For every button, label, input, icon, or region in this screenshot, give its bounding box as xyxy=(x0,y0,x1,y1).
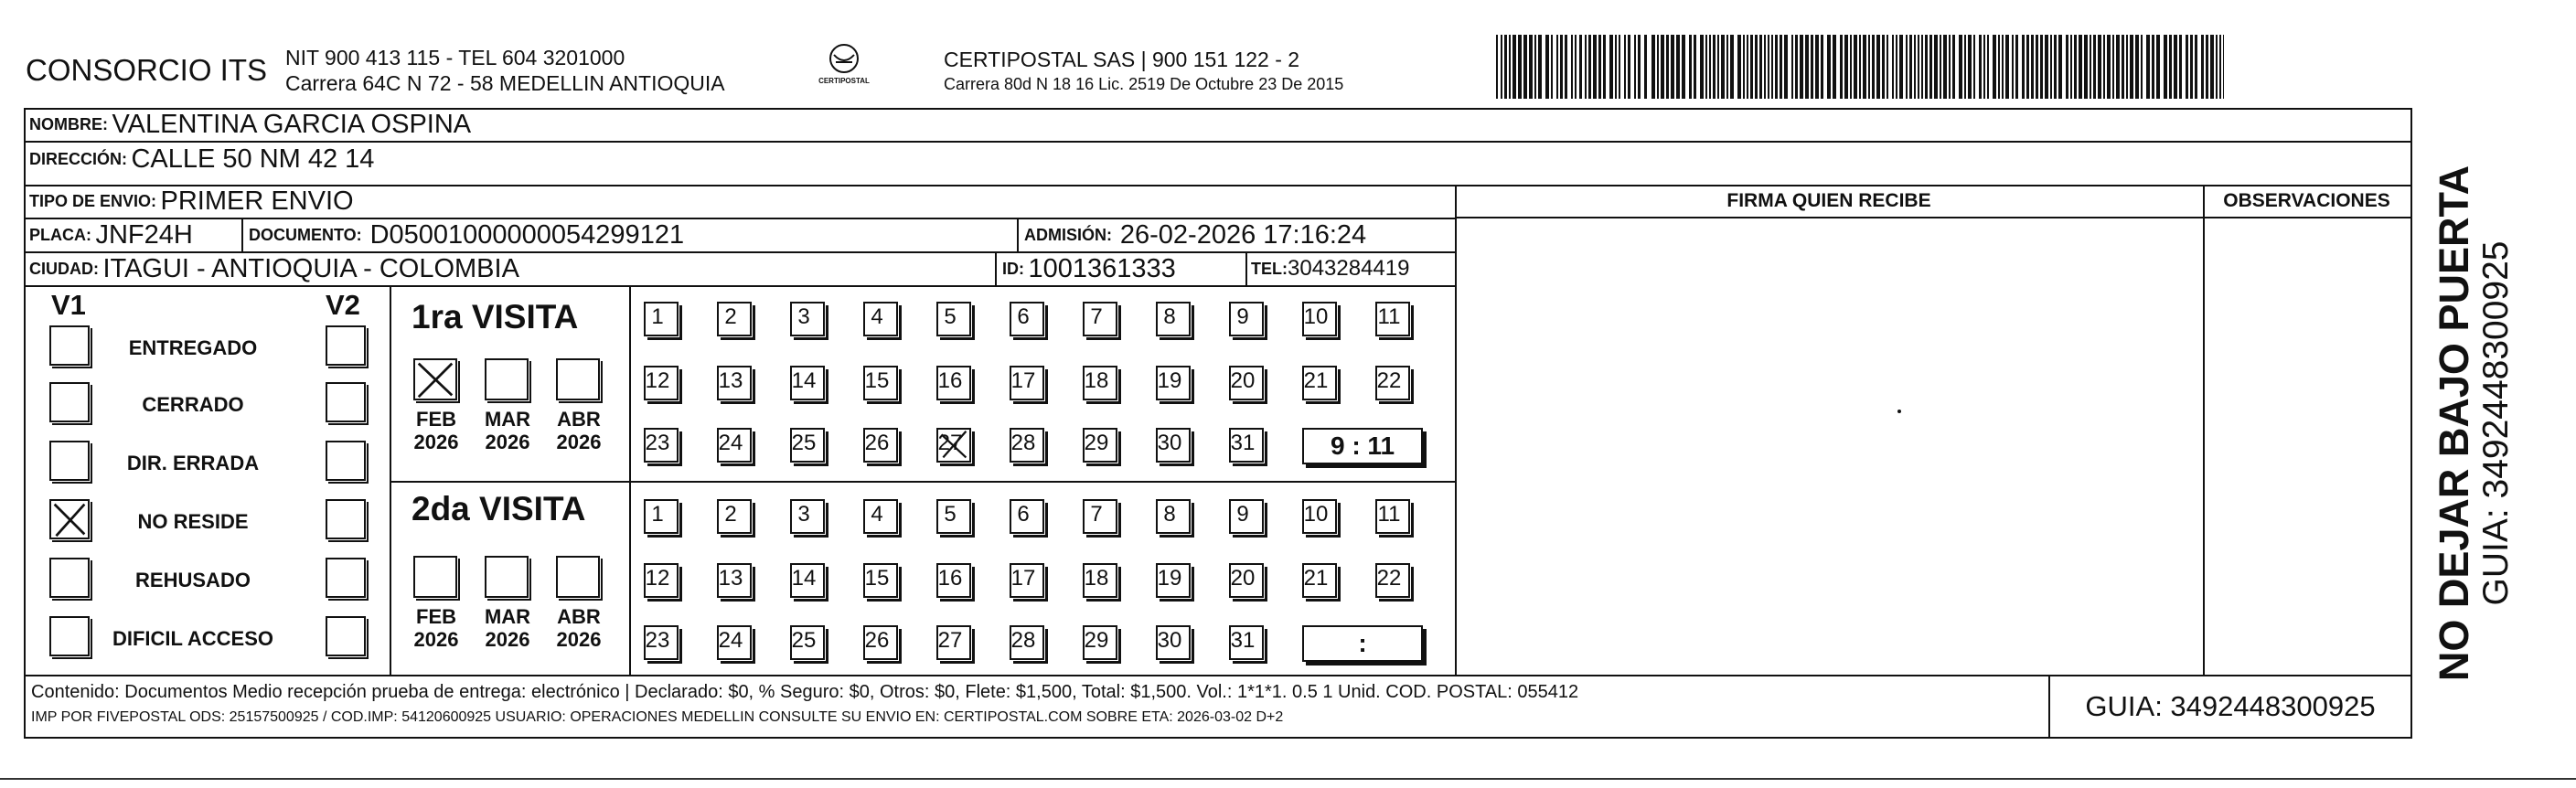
company-nit: NIT 900 413 115 - TEL 604 3201000 xyxy=(285,46,625,69)
day-box[interactable] xyxy=(1083,428,1117,463)
v2-checkbox[interactable] xyxy=(326,616,366,656)
day-number: 21 xyxy=(1303,368,1329,393)
status-option-label: DIFICIL ACCESO xyxy=(112,627,273,650)
row-direccion xyxy=(24,143,2410,176)
observaciones-area[interactable] xyxy=(2207,219,2409,673)
day-number: 3 xyxy=(797,304,810,329)
day-number: 19 xyxy=(1157,368,1182,393)
side-notice-title: NO DEJAR BAJO PUERTA xyxy=(2431,165,2477,682)
side-notice-guia: GUIA: 3492448300925 xyxy=(2476,240,2516,606)
day-box[interactable] xyxy=(1010,302,1044,336)
carrier-name: CERTIPOSTAL SAS | 900 151 122 - 2 xyxy=(944,48,1300,71)
month-label xyxy=(404,605,468,651)
tel-value: 3043284419 xyxy=(1288,256,1410,281)
day-number: 17 xyxy=(1010,566,1036,591)
admision-value: 26-02-2026 17:16:24 xyxy=(1119,219,1367,250)
visit-1-title: 1ra VISITA xyxy=(412,298,579,335)
month-name: MAR xyxy=(484,605,531,628)
day-box[interactable] xyxy=(1083,625,1117,660)
nombre-label: NOMBRE: xyxy=(29,114,108,133)
day-number: 31 xyxy=(1230,628,1256,653)
company-name: CONSORCIO ITS xyxy=(26,53,268,87)
status-option-label: ENTREGADO xyxy=(128,336,258,359)
day-number: 21 xyxy=(1303,566,1329,591)
month-label xyxy=(404,408,468,453)
month-year: 2026 xyxy=(556,431,602,453)
day-number: 2 xyxy=(724,502,737,527)
month-name: ABR xyxy=(557,408,601,431)
day-number: 22 xyxy=(1376,368,1402,393)
day-number: 28 xyxy=(1010,628,1036,653)
day-box[interactable] xyxy=(863,563,898,598)
v2-label: V2 xyxy=(326,289,360,321)
month-checkbox[interactable] xyxy=(556,358,600,400)
ciudad-value: ITAGUI - ANTIOQUIA - COLOMBIA xyxy=(102,253,519,283)
day-number: 5 xyxy=(944,502,957,527)
cut-line xyxy=(0,778,2576,780)
signature-area[interactable] xyxy=(1460,219,2199,673)
day-box[interactable] xyxy=(1010,625,1044,660)
day-box[interactable] xyxy=(1229,302,1264,336)
day-box[interactable] xyxy=(1156,302,1191,336)
day-box[interactable] xyxy=(717,499,752,534)
tel-label: TEL: xyxy=(1251,259,1288,278)
day-number: 13 xyxy=(718,368,743,393)
day-number: 5 xyxy=(944,304,957,329)
day-box[interactable] xyxy=(1156,625,1191,660)
day-box[interactable] xyxy=(644,366,679,400)
day-box[interactable] xyxy=(644,302,679,336)
day-box[interactable] xyxy=(936,563,971,598)
day-number: 25 xyxy=(791,628,817,653)
day-number: 12 xyxy=(645,368,670,393)
firma-header: FIRMA QUIEN RECIBE xyxy=(1726,190,1931,211)
day-box[interactable] xyxy=(1375,563,1410,598)
day-number: 29 xyxy=(1084,431,1109,455)
day-box[interactable] xyxy=(1229,366,1264,400)
month-name: FEB xyxy=(416,605,456,628)
documento-field xyxy=(249,218,684,251)
day-number: 8 xyxy=(1163,304,1176,329)
day-number: 4 xyxy=(871,304,883,329)
divider xyxy=(1017,218,1019,251)
divider xyxy=(995,252,997,285)
ink-dot xyxy=(1897,410,1901,413)
day-number: 24 xyxy=(718,628,743,653)
row-ciudad xyxy=(24,252,1455,285)
day-number: 20 xyxy=(1230,368,1256,393)
day-box[interactable] xyxy=(1302,366,1337,400)
row-nombre xyxy=(24,108,2410,141)
day-number: 28 xyxy=(1010,431,1036,455)
day-box[interactable] xyxy=(1302,499,1337,534)
barcode xyxy=(1496,35,2224,99)
day-number: 19 xyxy=(1157,566,1182,591)
tel-field xyxy=(1251,252,1409,285)
day-number: 14 xyxy=(791,566,817,591)
day-number: 7 xyxy=(1090,304,1103,329)
v2-checkbox[interactable] xyxy=(326,558,366,598)
v2-checkbox[interactable] xyxy=(326,325,366,366)
day-box[interactable] xyxy=(790,366,825,400)
day-box[interactable] xyxy=(1010,499,1044,534)
day-number: 30 xyxy=(1157,628,1182,653)
status-option-label: DIR. ERRADA xyxy=(126,452,260,474)
day-box[interactable] xyxy=(936,625,971,660)
day-box[interactable] xyxy=(644,625,679,660)
day-number: 4 xyxy=(871,502,883,527)
month-checkbox[interactable] xyxy=(413,556,457,598)
day-box[interactable] xyxy=(1229,563,1264,598)
day-number: 15 xyxy=(864,566,890,591)
logo-text: CERTIPOSTAL xyxy=(818,77,870,85)
v1-checkbox[interactable] xyxy=(49,382,90,422)
day-box[interactable] xyxy=(644,563,679,598)
day-box[interactable] xyxy=(717,428,752,463)
footer-content: Contenido: Documentos Medio recepción prueba de entrega: electrónico | Declarado: $0, % Seguro: $0, Otros: $0, Flete: $1,500, Total: $1,500. Vol.: 1*1*1. 0.5 1 Unid. COD. POSTAL: 055412 xyxy=(31,682,1579,702)
month-label xyxy=(547,605,611,651)
day-number: 27 xyxy=(937,628,963,653)
direccion-value: CALLE 50 NM 42 14 xyxy=(131,144,375,174)
day-number: 10 xyxy=(1303,502,1329,527)
day-box[interactable] xyxy=(790,563,825,598)
visit-1-panel xyxy=(391,285,1455,481)
v2-checkbox[interactable] xyxy=(326,382,366,422)
tipo-label: TIPO DE ENVIO: xyxy=(29,191,157,210)
month-label xyxy=(476,605,540,651)
day-number: 20 xyxy=(1230,566,1256,591)
day-number: 10 xyxy=(1303,304,1329,329)
day-box[interactable] xyxy=(1302,302,1337,336)
divider xyxy=(1245,252,1247,285)
day-number: 1 xyxy=(651,502,664,527)
carrier-address: Carrera 80d N 18 16 Lic. 2519 De Octubre 23 De 2015 xyxy=(944,75,1344,93)
month-checkbox[interactable] xyxy=(556,556,600,598)
tipo-value: PRIMER ENVIO xyxy=(160,186,354,216)
day-box[interactable] xyxy=(790,302,825,336)
day-number: 25 xyxy=(791,431,817,455)
day-number: 14 xyxy=(791,368,817,393)
day-number: 24 xyxy=(718,431,743,455)
observaciones-header: OBSERVACIONES xyxy=(2223,190,2390,211)
day-box[interactable] xyxy=(644,499,679,534)
day-number: 16 xyxy=(937,368,963,393)
day-box[interactable] xyxy=(863,366,898,400)
month-year: 2026 xyxy=(413,431,459,453)
x-mark-icon xyxy=(938,430,969,461)
day-box[interactable] xyxy=(717,625,752,660)
day-box[interactable] xyxy=(1375,302,1410,336)
status-panel xyxy=(24,285,390,675)
day-box[interactable] xyxy=(1229,428,1264,463)
day-box[interactable] xyxy=(1375,366,1410,400)
day-number: 18 xyxy=(1084,368,1109,393)
day-box[interactable] xyxy=(1083,499,1117,534)
day-box[interactable] xyxy=(863,302,898,336)
month-name: MAR xyxy=(484,408,531,431)
day-number: 17 xyxy=(1010,368,1036,393)
divider xyxy=(1455,185,2410,186)
placa-label: PLACA: xyxy=(29,225,91,244)
day-number: 9 xyxy=(1236,502,1249,527)
month-name: FEB xyxy=(416,408,456,431)
documento-value: D05001000000054299121 xyxy=(369,219,685,250)
divider xyxy=(2203,185,2205,675)
v1-checkbox[interactable] xyxy=(49,499,90,539)
v1-checkbox[interactable] xyxy=(49,616,90,656)
day-box[interactable] xyxy=(1156,428,1191,463)
day-number: 23 xyxy=(645,431,670,455)
day-number: 30 xyxy=(1157,431,1182,455)
v1-checkbox[interactable] xyxy=(49,441,90,481)
month-label xyxy=(547,408,611,453)
day-number: 16 xyxy=(937,566,963,591)
month-year: 2026 xyxy=(485,628,530,651)
day-number: 18 xyxy=(1084,566,1109,591)
id-field xyxy=(1002,252,1176,285)
x-mark-icon xyxy=(51,501,88,538)
month-checkbox[interactable] xyxy=(485,556,529,598)
day-number: 11 xyxy=(1377,502,1401,527)
direccion-label: DIRECCIÓN: xyxy=(29,149,127,168)
side-guide-divider xyxy=(2410,108,2412,739)
day-number: 12 xyxy=(645,566,670,591)
status-option-label: REHUSADO xyxy=(135,569,251,591)
certipostal-logo xyxy=(818,42,870,93)
day-box[interactable] xyxy=(790,428,825,463)
v1-label: V1 xyxy=(51,289,86,321)
nombre-value: VALENTINA GARCIA OSPINA xyxy=(112,109,472,139)
month-year: 2026 xyxy=(485,431,530,453)
divider xyxy=(1455,217,2410,218)
visit-time-field[interactable]: 9 : 11 xyxy=(1302,428,1423,464)
day-number: 22 xyxy=(1376,566,1402,591)
footer-guia: GUIA: 3492448300925 xyxy=(2048,675,2412,739)
month-label xyxy=(476,408,540,453)
x-mark-icon xyxy=(415,360,455,399)
day-number: 6 xyxy=(1017,502,1030,527)
admision-label: ADMISIÓN: xyxy=(1024,225,1112,244)
v2-checkbox[interactable] xyxy=(326,499,366,539)
company-address: Carrera 64C N 72 - 58 MEDELLIN ANTIOQUIA xyxy=(285,71,725,95)
month-checkbox[interactable] xyxy=(485,358,529,400)
ciudad-label: CIUDAD: xyxy=(29,259,99,278)
v1-checkbox[interactable] xyxy=(49,558,90,598)
day-number: 6 xyxy=(1017,304,1030,329)
day-number: 1 xyxy=(651,304,664,329)
day-box[interactable] xyxy=(863,499,898,534)
day-number: 23 xyxy=(645,628,670,653)
placa-value: JNF24H xyxy=(95,219,193,250)
v2-checkbox[interactable] xyxy=(326,441,366,481)
day-number: 11 xyxy=(1377,304,1401,329)
divider xyxy=(241,218,243,251)
footer-imp: IMP POR FIVEPOSTAL ODS: 25157500925 / COD.IMP: 54120600925 USUARIO: OPERACIONES MEDELLIN CONSULTE SU ENVIO EN: CERTIPOSTAL.COM SOBRE ETA: 2026-03-02 D+2 xyxy=(31,709,1284,725)
status-option-label: CERRADO xyxy=(142,393,244,416)
day-box[interactable] xyxy=(1010,428,1044,463)
day-number: 15 xyxy=(864,368,890,393)
day-number: 2 xyxy=(724,304,737,329)
visit-time-field[interactable]: : xyxy=(1302,625,1423,662)
day-number: 27 xyxy=(937,431,963,455)
divider xyxy=(629,285,631,481)
day-number: 13 xyxy=(718,566,743,591)
day-box[interactable] xyxy=(1375,499,1410,534)
day-box[interactable] xyxy=(936,366,971,400)
month-checkbox[interactable] xyxy=(413,358,457,400)
admision-field xyxy=(1024,218,1366,251)
month-year: 2026 xyxy=(556,628,602,651)
day-box[interactable] xyxy=(863,428,898,463)
id-label: ID: xyxy=(1002,259,1024,278)
day-box[interactable] xyxy=(936,499,971,534)
day-number: 26 xyxy=(864,628,890,653)
day-box[interactable] xyxy=(1229,625,1264,660)
month-year: 2026 xyxy=(413,628,459,651)
day-number: 3 xyxy=(797,502,810,527)
divider xyxy=(629,483,631,675)
month-name: ABR xyxy=(557,605,601,628)
side-notice xyxy=(2421,108,2527,739)
day-box[interactable] xyxy=(1083,302,1117,336)
day-box[interactable] xyxy=(1010,563,1044,598)
day-box[interactable] xyxy=(936,302,971,336)
day-box[interactable] xyxy=(1083,563,1117,598)
day-number: 29 xyxy=(1084,628,1109,653)
day-box[interactable] xyxy=(1156,366,1191,400)
day-box[interactable] xyxy=(644,428,679,463)
day-number: 7 xyxy=(1090,502,1103,527)
day-number: 8 xyxy=(1163,502,1176,527)
day-box[interactable] xyxy=(717,563,752,598)
day-box[interactable] xyxy=(717,302,752,336)
day-box[interactable] xyxy=(1156,499,1191,534)
day-box[interactable] xyxy=(863,625,898,660)
day-box[interactable] xyxy=(1156,563,1191,598)
day-box[interactable] xyxy=(1083,366,1117,400)
day-box[interactable] xyxy=(1010,366,1044,400)
status-option-label: NO RESIDE xyxy=(137,510,249,533)
day-number: 9 xyxy=(1236,304,1249,329)
documento-label: DOCUMENTO: xyxy=(249,225,362,244)
day-box[interactable] xyxy=(790,625,825,660)
v1-checkbox[interactable] xyxy=(49,325,90,366)
day-box[interactable] xyxy=(1302,563,1337,598)
day-box[interactable] xyxy=(717,366,752,400)
visit-2-title: 2da VISITA xyxy=(412,490,586,527)
day-box[interactable] xyxy=(790,499,825,534)
day-box[interactable] xyxy=(1229,499,1264,534)
visit-2-panel xyxy=(391,483,1455,675)
row-tipo-envio xyxy=(24,185,1455,218)
id-value: 1001361333 xyxy=(1028,253,1176,283)
day-number: 31 xyxy=(1230,431,1256,455)
day-box[interactable] xyxy=(936,428,971,463)
day-number: 26 xyxy=(864,431,890,455)
